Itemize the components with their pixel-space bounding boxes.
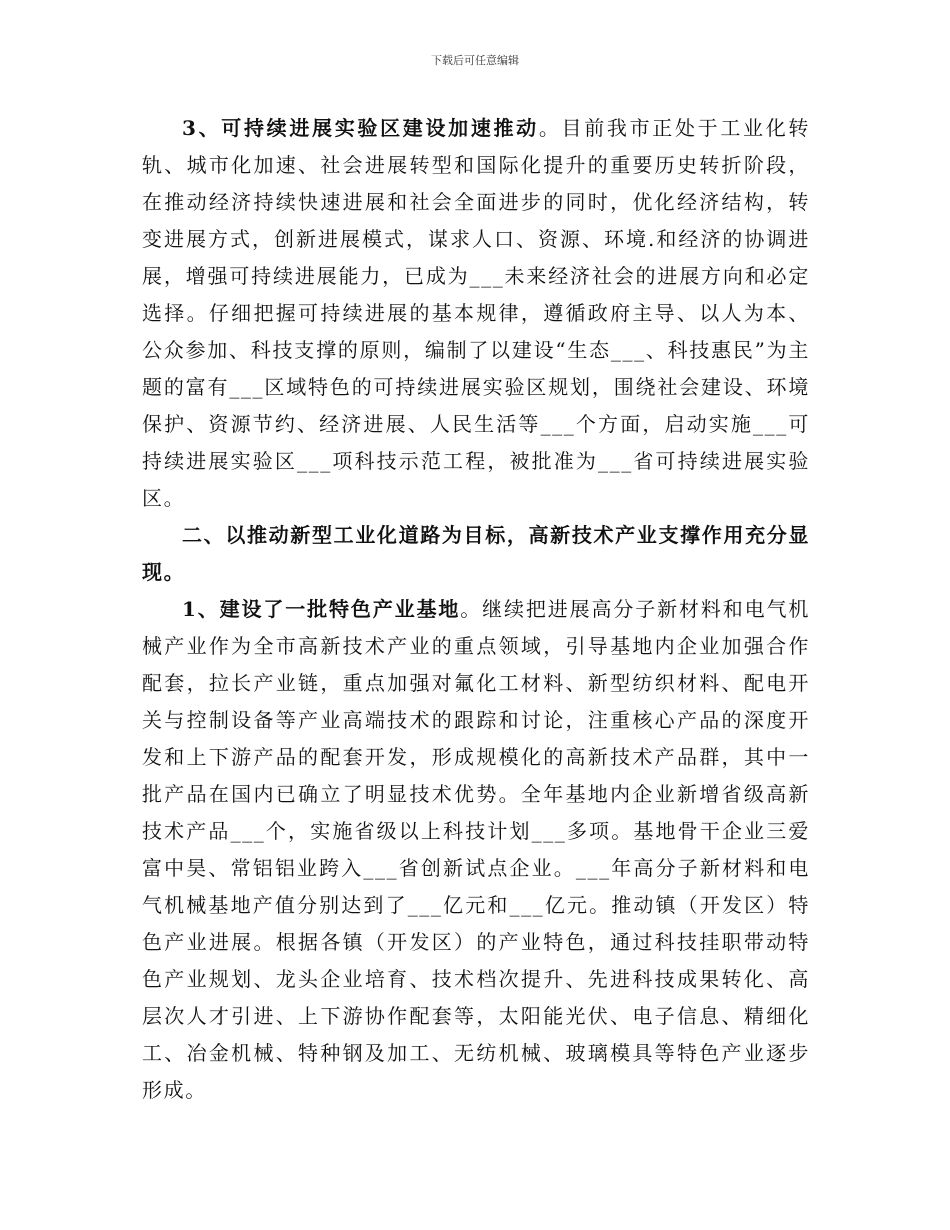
paragraph-lead: 3、可持续进展实验区建设加速推动 bbox=[182, 116, 539, 140]
paragraph-sustainable-development bbox=[142, 110, 810, 517]
paragraph-text: 。继续把进展高分子新材料和电气机械产业作为全市高新技术产业的重点领域，引导基地内企业加强合作配套，拉长产业链，重点加强对氟化工材料、新型纺织材料、配电开关与控制设备等产业高端技术的跟踪和讨论，注重核心产品的深度开发和上下游产品的配套开发，形成规模化的高新技术产品群，其中一批产品在国内已确立了明显技术优势。全年基地内企业新增省级高新技术产品___个，实施省级以上科技计划___多项。基地骨干企业三爱富中昊、常铝铝业跨入___省创新试点企业。___年高分子新材料和电气机械基地产值分别达到了___亿元和___亿元。推动镇（开发区）特色产业进展。根据各镇（开发区）的产业特色，通过科技挂职带动特色产业规划、龙头企业培育、技术档次提升、先进科技成果转化、高层次人才引进、上下游协作配套等，太阳能光伏、电子信息、精细化工、冶金机械、特种钢及加工、无纺机械、玻璃模具等特色产业逐步形成。 bbox=[142, 597, 810, 1102]
paragraph-text: 。目前我市正处于工业化转轨、城市化加速、社会进展转型和国际化提升的重要历史转折阶段，在推动经济持续快速进展和社会全面进步的同时，优化经济结构，转变进展方式，创新进展模式，谋求人口、资源、环境.和经济的协调进展，增强可持续进展能力，已成为___未来经济社会的进展方向和必定选择。仔细把握可持续进展的基本规律，遵循政府主导、以人为本、公众参加、科技支撑的原则，编制了以建设“生态___、科技惠民”为主题的富有___区域特色的可持续进展实验区规划，围绕社会建设、环境保护、资源节约、经济进展、人民生活等___个方面，启动实施___可持续进展实验区___项科技示范工程，被批准为___省可持续进展实验区。 bbox=[142, 116, 811, 510]
document-body bbox=[142, 110, 810, 1109]
paragraph-lead: 1、建设了一批特色产业基地 bbox=[182, 597, 461, 621]
paragraph-industry-bases bbox=[142, 591, 810, 1109]
page-header: 下载后可任意编辑 bbox=[431, 54, 519, 67]
section-heading: 二、以推动新型工业化道路为目标，高新技术产业支撑作用充分显现。 bbox=[142, 523, 810, 584]
